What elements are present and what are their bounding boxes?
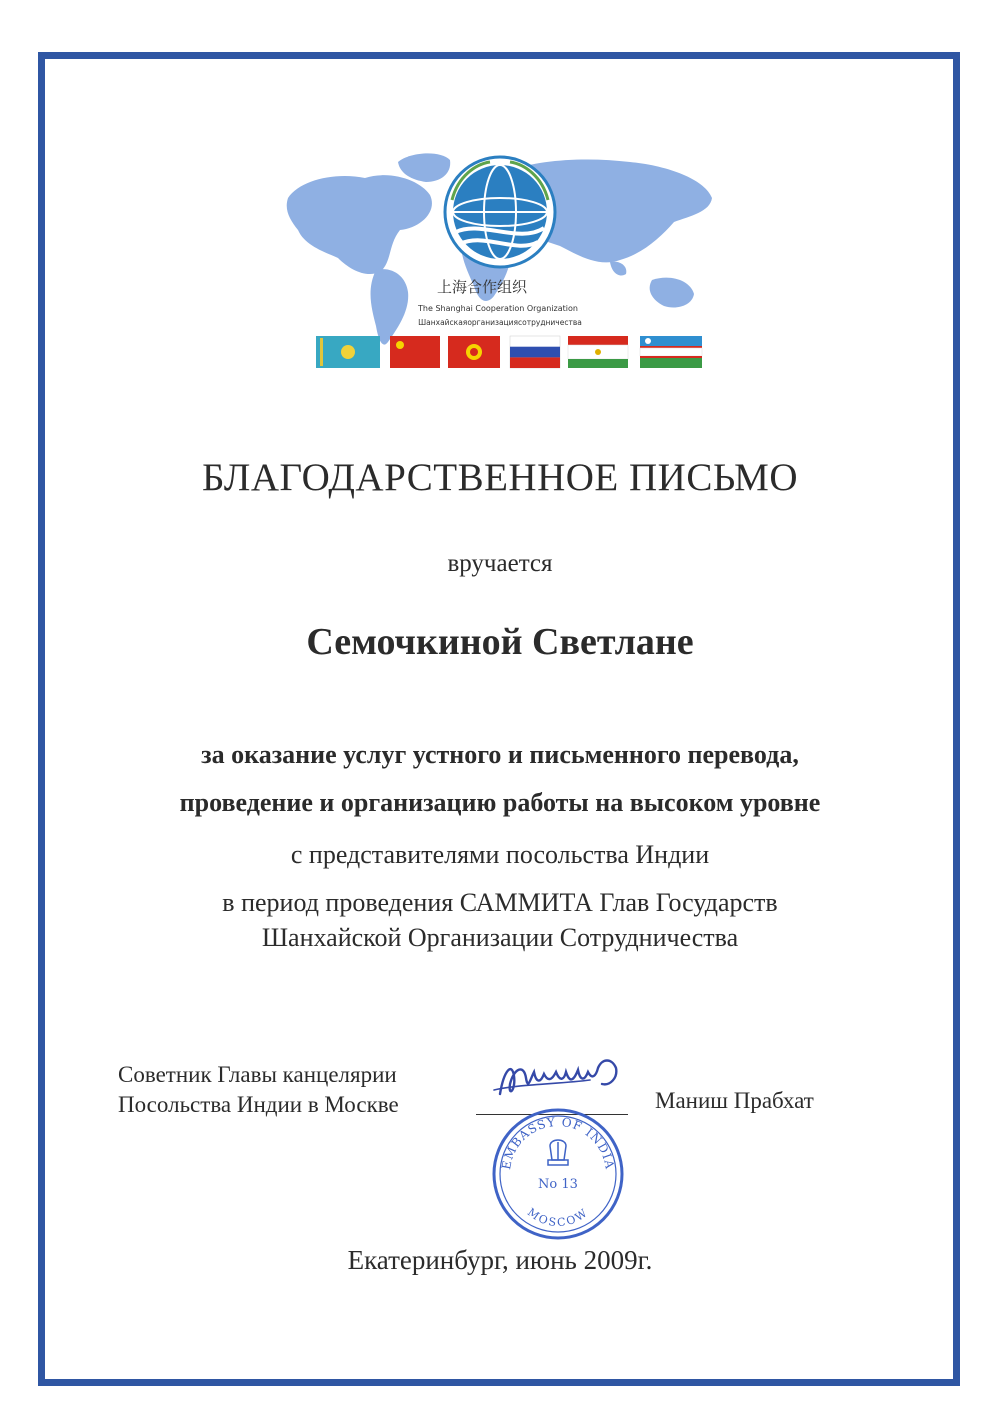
body-line-1: за оказание услуг устного и письменного перевода, <box>201 740 799 769</box>
ashoka-emblem-icon <box>548 1140 568 1165</box>
signatory-position-line-1: Советник Главы канцелярии <box>118 1062 397 1087</box>
emblem-russian-text: Шанхайскаяорганизациясотрудничества <box>418 318 582 327</box>
place-and-date: Екатеринбург, июнь 2009г. <box>347 1245 653 1275</box>
sco-emblem-svg <box>280 150 720 395</box>
sco-globe-icon <box>445 157 555 267</box>
body-line-5: Шанхайской Организации Сотрудничества <box>261 923 739 952</box>
emblem-english-text: The Shanghai Cooperation Organization <box>418 304 578 313</box>
letter-title: БЛАГОДАРСТВЕННОЕ ПИСЬМО <box>201 456 799 499</box>
recipient-name: Семочкиной Светлане <box>306 621 694 663</box>
signature-icon <box>490 1050 640 1110</box>
stamp-number: No 13 <box>538 1177 578 1192</box>
stamp-icon <box>488 1104 628 1244</box>
flag-russia-icon <box>510 336 560 368</box>
flag-china-icon <box>390 336 440 368</box>
body-line-3: с представителями посольства Индии <box>290 840 710 869</box>
sco-header-graphic <box>280 150 720 395</box>
flag-tajikistan-icon <box>568 336 628 368</box>
stamp-top-text: EMBASSY OF INDIA <box>499 1114 617 1171</box>
embassy-stamp <box>488 1104 628 1249</box>
stamp-bottom-text: MOSCOW <box>524 1205 592 1230</box>
body-line-4: в период проведения САММИТА Глав Государств <box>222 888 778 917</box>
body-line-2: проведение и организацию работы на высоком уровне <box>179 788 821 817</box>
flag-kyrgyzstan-icon <box>448 336 500 368</box>
signer-name: Маниш Прабхат <box>655 1088 814 1113</box>
flag-kazakhstan-icon <box>316 336 380 368</box>
presented-label: вручается <box>447 550 553 577</box>
flag-uzbekistan-icon <box>640 336 702 368</box>
emblem-chinese-text: 上海合作组织 <box>436 278 528 296</box>
signatory-position <box>118 1060 399 1120</box>
signatory-position-line-2: Посольства Индии в Москве <box>118 1092 399 1117</box>
